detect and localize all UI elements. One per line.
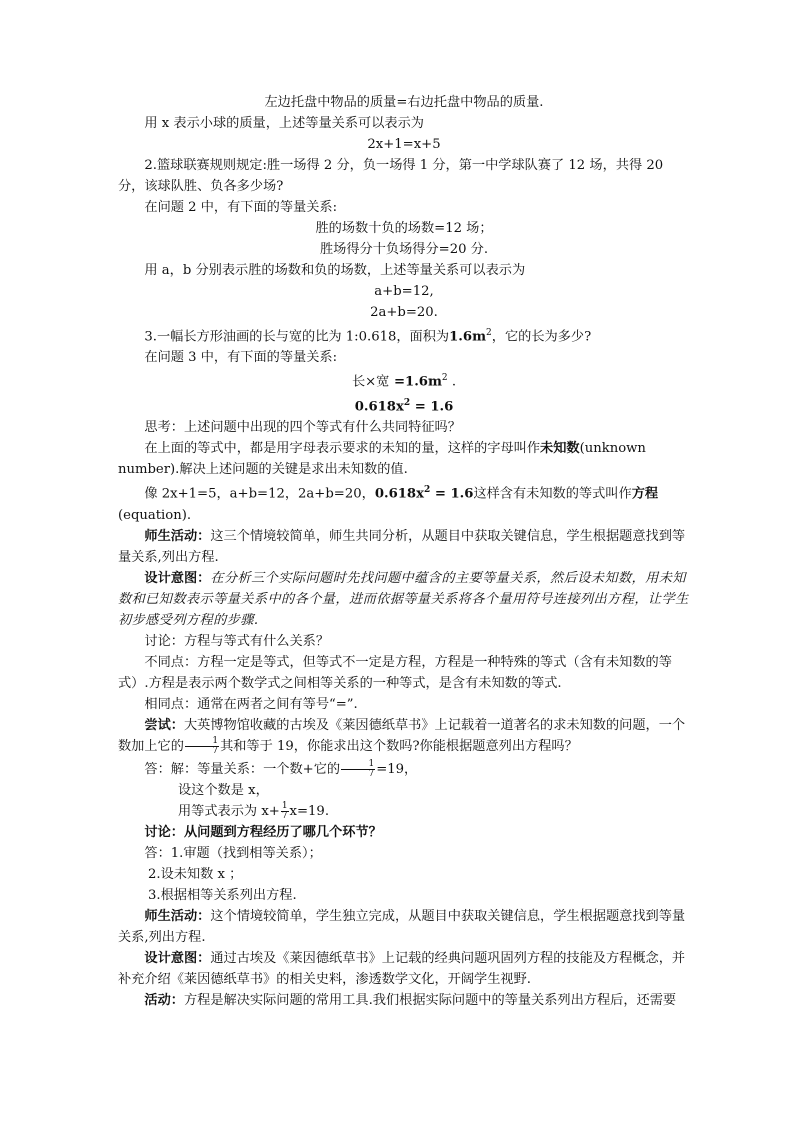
relation-line: 胜场得分十负场得分=20 分. — [319, 242, 489, 257]
answer-line: 答：1.审题（找到相等关系）； — [144, 845, 322, 861]
definition-line: 像 2x+1=5，a+b=12，2a+b=20，$0.618x^2 = 1.6$这样含有未知数的等式叫作方程(equation). — [118, 485, 659, 523]
lesson-text — [118, 92, 690, 1011]
text-line: 用 x 表示小球的质量，上述等量关系可以表示为 — [144, 116, 424, 131]
text-line: 在问题 3 中，有下面的等量关系: — [144, 350, 338, 366]
step-line: 2.设未知数 x ； — [148, 866, 243, 882]
fraction: $\frac{1}{7}$ — [341, 760, 375, 779]
design-intent: 设计意图：在分析三个实际问题时先找问题中蕴含的主要等量关系，然后设未知数，用未知数和已知数表示等量关系中的各个量，进而依据等量关系将各个量用符号连接列出方程，让学生初步感受列方程的步骤. — [118, 570, 689, 628]
fraction: $\frac{1}{7}$ — [185, 737, 219, 756]
relation-line: 胜的场数十负的场数=12 场； — [315, 221, 493, 236]
activity-paragraph: 师生活动：这三个情境较简单，师生共同分析，从题目中获取关键信息，学生根据题意找到等量关系,列出方程. — [118, 528, 686, 565]
equation-line: 2x+1=x+5 — [367, 137, 441, 152]
answer-line: 答：解：等量关系：一个数+它的 $\frac{1}{7}$ =19， — [144, 758, 418, 779]
try-paragraph: 尝试：大英博物馆收藏的古埃及《莱因德纸草书》上记载着一道著名的求未知数的问题，一个数加上它的 $\frac{1}{7}$ 其和等于 19，你能求出这个数吗?你能根据题意列出方程吗？ — [118, 717, 686, 756]
text-line: 左边托盘中物品的质量=右边托盘中物品的质量. — [264, 95, 544, 110]
text-paragraph: 在上面的等式中，都是用字母表示要求的未知的量，这样的字母叫作未知数(unknown number).解决上述问题的关键是求出未知数的值. — [118, 441, 646, 478]
text-line: 相同点：通常在两者之间有等号“=”. — [144, 696, 358, 712]
answer-line: 用等式表示为 x+ $\frac{1}{7}$ x=19. — [178, 800, 330, 821]
activity-paragraph: 师生活动：这个情境较简单，学生独立完成，从题目中获取关键信息，学生根据题意找到等量关系,列出方程. — [118, 908, 686, 945]
discussion-question: 讨论：从问题到方程经历了哪几个环节？ — [144, 824, 382, 840]
equation-line: $0.618x^2 = 1.6$ — [354, 397, 454, 415]
text-line: 用 a，b 分别表示胜的场数和负的场数，上述等量关系可以表示为 — [144, 263, 526, 278]
equation-line: 长×宽 $=1.6m^2$ . — [351, 373, 457, 390]
design-intent: 设计意图：通过古埃及《莱因德纸草书》上记载的经典问题巩固列方程的技能及方程概念，并补充介绍《莱因德纸草书》的相关史料，渗透数学文化，开阔学生视野. — [118, 950, 686, 987]
think-question: 思考：上述问题中出现的四个等式有什么共同特征吗？ — [144, 420, 461, 436]
discussion-question: 讨论：方程与等式有什么关系？ — [144, 633, 330, 649]
problem-3: 3.一幅长方形油画的长与宽的比为 1:0.618，面积为$1.6m^2$，它的长为多少? — [144, 328, 592, 345]
problem-2: 2.篮球联赛规则规定:胜一场得 2 分，负一场得 1 分，第一中学球队赛了 12 场，共得 20 分，该球队胜、负各多少场? — [118, 158, 664, 194]
text-paragraph: 不同点：方程一定是等式，但等式不一定是方程，方程是一种特殊的等式（含有未知数的等式）.方程是表示两个数学式之间相等关系的一种等式，是含有未知数的等式. — [118, 654, 672, 691]
activity-paragraph: 活动：方程是解决实际问题的常用工具.我们根据实际问题中的等量关系列出方程后，还需要 — [144, 992, 677, 1008]
fraction: $\frac{1}{7}$ — [281, 800, 288, 821]
equation-line: 2a+b=20. — [370, 305, 438, 320]
answer-line: 设这个数是 x， — [178, 782, 269, 798]
text-line: 在问题 2 中，有下面的等量关系: — [144, 200, 338, 215]
step-line: 3.根据相等关系列出方程. — [148, 887, 297, 903]
equation-line: a+b=12, — [374, 284, 434, 299]
